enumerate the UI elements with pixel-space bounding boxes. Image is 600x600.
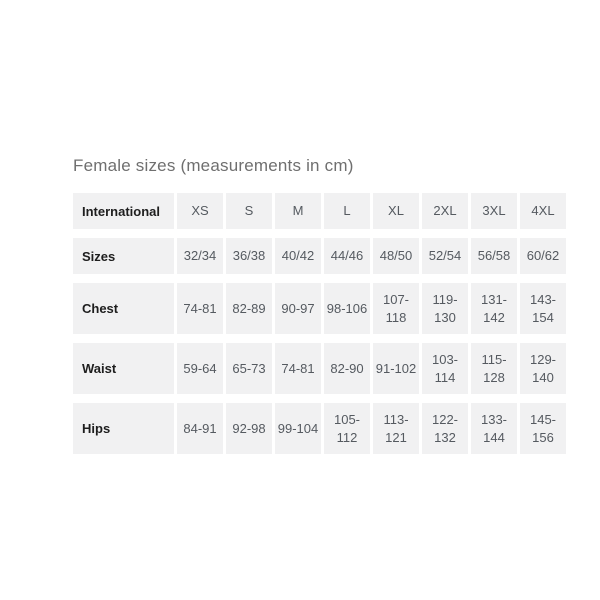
cell-value: 4XL xyxy=(520,193,566,229)
size-chart-title: Female sizes (measurements in cm) xyxy=(73,156,354,175)
cell-value: 52/54 xyxy=(422,238,468,274)
table-row xyxy=(73,283,566,334)
cell-value: 92-98 xyxy=(226,403,272,454)
cell-value: 145-156 xyxy=(520,403,566,454)
cell-value: 74-81 xyxy=(177,283,223,334)
cell-value: 103-114 xyxy=(422,343,468,394)
row-label: International xyxy=(73,193,174,229)
size-table-body xyxy=(73,193,566,454)
cell-value: 3XL xyxy=(471,193,517,229)
cell-value: 56/58 xyxy=(471,238,517,274)
table-row xyxy=(73,193,566,229)
cell-value: 115-128 xyxy=(471,343,517,394)
cell-value: 59-64 xyxy=(177,343,223,394)
row-label: Sizes xyxy=(73,238,174,274)
cell-value: 40/42 xyxy=(275,238,321,274)
cell-value: M xyxy=(275,193,321,229)
cell-value: 82-90 xyxy=(324,343,370,394)
row-label: Hips xyxy=(73,403,174,454)
cell-value: 131-142 xyxy=(471,283,517,334)
cell-value: S xyxy=(226,193,272,229)
cell-value: 91-102 xyxy=(373,343,419,394)
cell-value: 105-112 xyxy=(324,403,370,454)
cell-value: 113-121 xyxy=(373,403,419,454)
row-label: Chest xyxy=(73,283,174,334)
cell-value: 48/50 xyxy=(373,238,419,274)
cell-value: 129-140 xyxy=(520,343,566,394)
table-row xyxy=(73,403,566,454)
cell-value: 32/34 xyxy=(177,238,223,274)
cell-value: 133-144 xyxy=(471,403,517,454)
table-row xyxy=(73,238,566,274)
cell-value: 2XL xyxy=(422,193,468,229)
cell-value: 98-106 xyxy=(324,283,370,334)
cell-value: 74-81 xyxy=(275,343,321,394)
cell-value: L xyxy=(324,193,370,229)
cell-value: 119-130 xyxy=(422,283,468,334)
cell-value: 36/38 xyxy=(226,238,272,274)
cell-value: XL xyxy=(373,193,419,229)
cell-value: 90-97 xyxy=(275,283,321,334)
cell-value: 65-73 xyxy=(226,343,272,394)
cell-value: 143-154 xyxy=(520,283,566,334)
cell-value: 99-104 xyxy=(275,403,321,454)
cell-value: 44/46 xyxy=(324,238,370,274)
cell-value: 122-132 xyxy=(422,403,468,454)
cell-value: XS xyxy=(177,193,223,229)
cell-value: 60/62 xyxy=(520,238,566,274)
cell-value: 107-118 xyxy=(373,283,419,334)
cell-value: 84-91 xyxy=(177,403,223,454)
cell-value: 82-89 xyxy=(226,283,272,334)
female-size-table xyxy=(70,184,569,463)
table-row xyxy=(73,343,566,394)
row-label: Waist xyxy=(73,343,174,394)
